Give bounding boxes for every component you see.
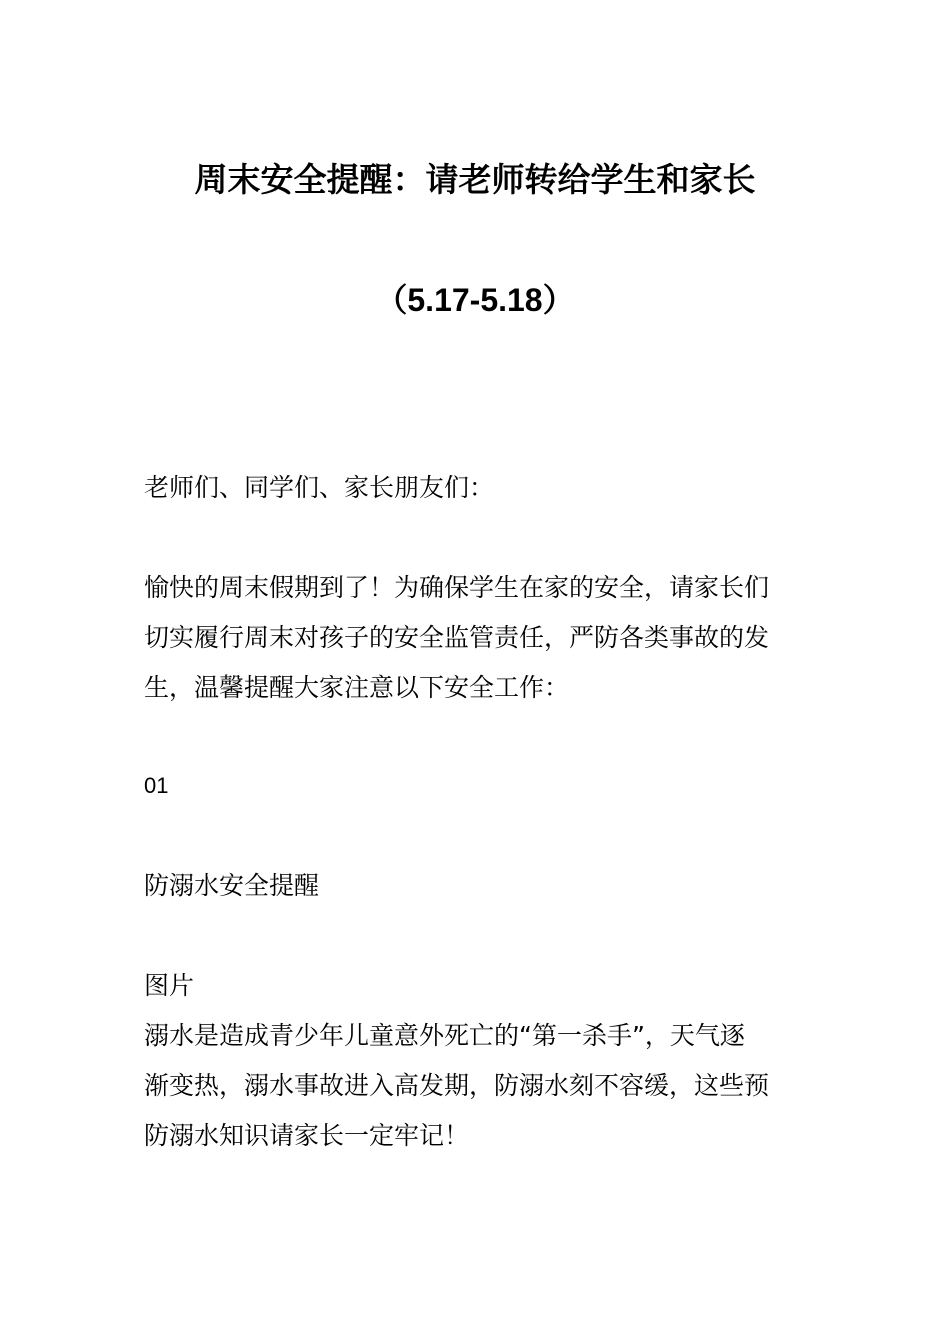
section-heading: 防溺水安全提醒 [144,871,320,900]
intro-line: 切实履行周末对孩子的安全监管责任，严防各类事故的发 [144,623,770,652]
intro-line: 生，温馨提醒大家注意以下安全工作： [144,673,570,702]
section-number: 01 [144,773,169,798]
body-line: 溺水是造成青少年儿童意外死亡的“第一杀手”，天气逐 [144,1021,745,1050]
body-line: 渐变热，溺水事故进入高发期，防溺水刻不容缓，这些预 [144,1071,770,1100]
document-title: 周末安全提醒：请老师转给学生和家长 [194,160,756,199]
intro-paragraph [144,563,814,713]
intro-line: 愉快的周末假期到了！为确保学生在家的安全，请家长们 [144,573,770,602]
body-line: 防溺水知识请家长一定牢记！ [144,1121,470,1150]
greeting: 老师们、同学们、家长朋友们： [144,473,495,502]
section-body-paragraph [144,1011,814,1161]
image-placeholder-label: 图片 [144,971,195,1000]
document-date-range: （5.17-5.18） [375,282,575,318]
